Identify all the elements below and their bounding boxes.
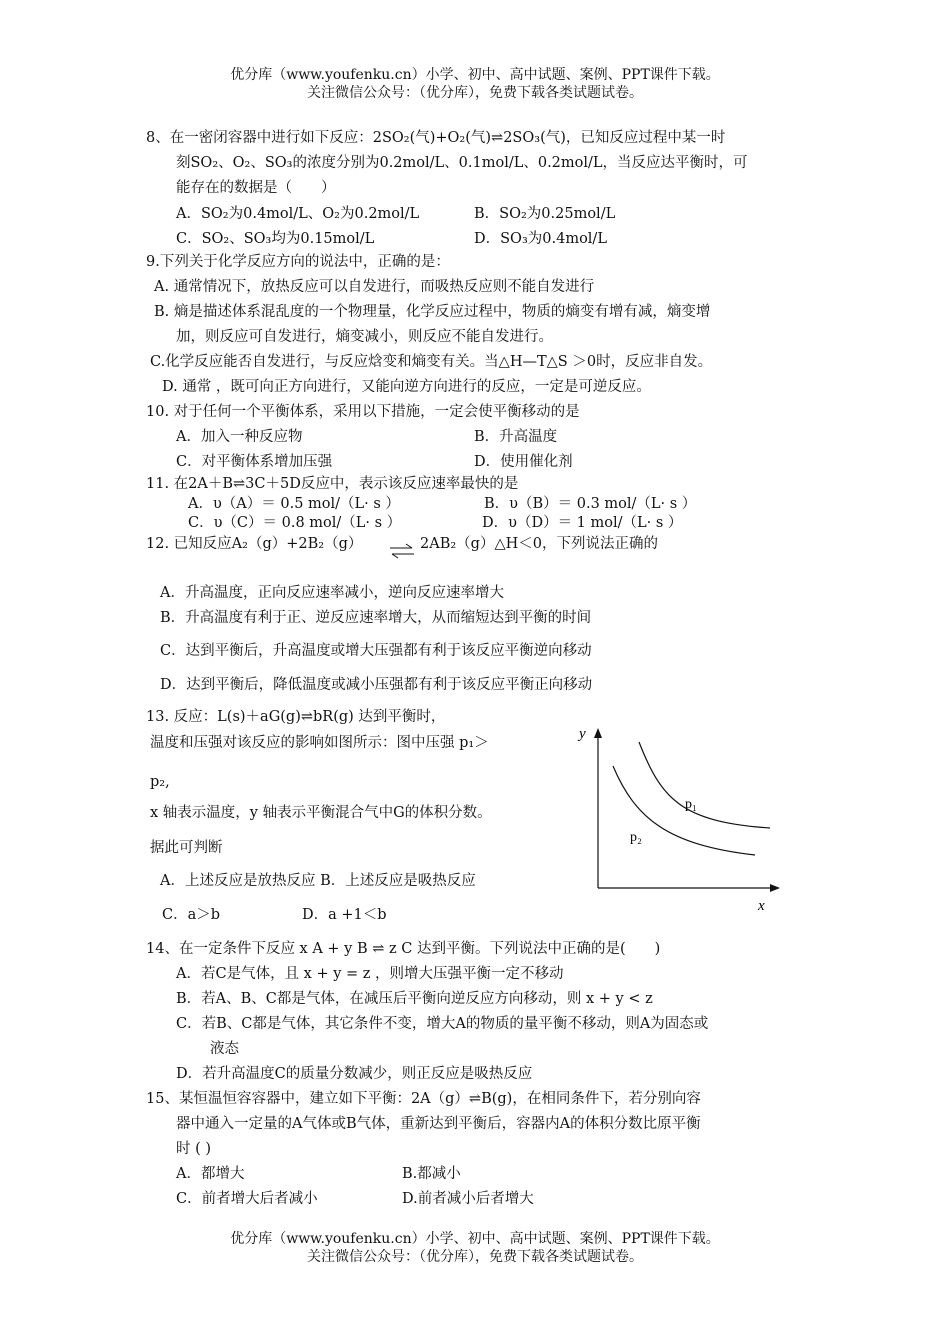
q15-stem-line1: 15、某恒温恒容容器中，建立如下平衡：2A（g）⇌B(g)，在相同条件下，若分别向容 <box>146 1091 701 1107</box>
q13-stem-line1: 13. 反应：L(s)＋aG(g)⇌bR(g) 达到平衡时， <box>146 709 446 725</box>
q14-option-c-line1: C．若B、C都是气体，其它条件不变，增大A的物质的量平衡不移动，则A为固态或 <box>176 1016 709 1032</box>
page-header-line2: 关注微信公众号：（优分库），免费下载各类试题试卷。 <box>307 85 643 101</box>
q9-option-a: A. 通常情况下，放热反应可以自发进行，而吸热反应则不能自发进行 <box>154 279 595 295</box>
q13-stem-line2: 温度和压强对该反应的影响如图所示：图中压强 p₁＞ <box>150 735 489 751</box>
q15-option-b: B.都减小 <box>402 1166 461 1182</box>
q14-option-b: B．若A、B、C都是气体，在减压后平衡向逆反应方向移动，则 x + y < z <box>176 991 653 1007</box>
chart-y-axis-arrow <box>594 728 602 738</box>
q14-stem: 14、在一定条件下反应 x A + y B ⇌ z C 达到平衡。下列说法中正确的是( ) <box>146 941 661 957</box>
q14-option-a: A．若C是气体，且 x + y = z ，则增大压强平衡一定不移动 <box>176 966 564 982</box>
q12-stem-left: 12. 已知反应A₂（g）+2B₂（g） <box>146 536 363 552</box>
q13-pressure-temperature-chart <box>575 720 785 920</box>
chart-x-axis-label: x <box>758 898 765 914</box>
q13-stem-line3: p₂, <box>150 774 170 790</box>
chart-series-p1-line <box>639 742 770 828</box>
q12-option-b: B．升高温度有利于正、逆反应速率增大，从而缩短达到平衡的时间 <box>160 610 592 626</box>
equilibrium-arrows-icon <box>388 543 416 559</box>
q13-stem-line5: 据此可判断 <box>150 840 223 856</box>
q15-stem-line3: 时 ( ) <box>176 1141 212 1157</box>
q9-stem: 9.下列关于化学反应方向的说法中，正确的是： <box>146 254 450 270</box>
q15-option-d: D.前者减小后者增大 <box>402 1191 534 1207</box>
q14-option-c-line2: 液态 <box>210 1041 239 1057</box>
q11-option-b: B．υ（B）＝ 0.3 mol/（L· s ） <box>484 496 697 512</box>
q13-option-c: C．a＞b <box>162 907 221 923</box>
q9-option-d: D. 通常 ，既可向正方向进行，又能向逆方向进行的反应，一定是可逆反应。 <box>162 379 651 395</box>
q8-option-d: D．SO₃为0.4mol/L <box>474 231 607 247</box>
page-footer-line2: 关注微信公众号：（优分库），免费下载各类试题试卷。 <box>307 1249 643 1265</box>
q11-option-c: C．υ（C）＝ 0.8 mol/（L· s ） <box>188 515 402 531</box>
q10-option-a: A．加入一种反应物 <box>176 429 303 445</box>
q8-option-b: B．SO₂为0.25mol/L <box>474 206 616 222</box>
q15-option-a: A．都增大 <box>176 1166 245 1182</box>
q11-option-a: A．υ（A）＝ 0.5 mol/（L· s ） <box>188 496 400 512</box>
chart-x-axis-arrow <box>770 884 780 892</box>
q10-option-b: B．升高温度 <box>474 429 558 445</box>
q8-option-c: C．SO₂、SO₃均为0.15mol/L <box>176 231 375 247</box>
chart-series-p1-label: p₁ <box>685 797 697 812</box>
q11-stem: 11. 在2A＋B⇌3C＋5D反应中，表示该反应速率最快的是 <box>146 476 519 492</box>
q8-option-a: A．SO₂为0.4mol/L、O₂为0.2mol/L <box>176 206 420 222</box>
q13-options-ab: A．上述反应是放热反应 B．上述反应是吸热反应 <box>160 873 476 889</box>
q8-stem-line3: 能存在的数据是（ ） <box>176 180 336 196</box>
q10-option-c: C．对平衡体系增加压强 <box>176 454 333 470</box>
page-footer-line1: 优分库（www.youfenku.cn）小学、初中、高中试题、案例、PPT课件下载。 <box>230 1231 720 1247</box>
q12-option-a: A．升高温度，正向反应速率减小，逆向反应速率增大 <box>160 585 504 601</box>
chart-series-p2-label: p₂ <box>630 830 642 845</box>
chart-y-axis-label: y <box>579 726 586 742</box>
q8-stem-line2: 刻SO₂、O₂、SO₃的浓度分别为0.2mol/L、0.1mol/L、0.2mol/L，当反应达平衡时，可 <box>176 155 748 171</box>
q12-option-c: C．达到平衡后，升高温度或增大压强都有利于该反应平衡逆向移动 <box>160 643 592 659</box>
q8-stem-line1: 8、在一密闭容器中进行如下反应：2SO₂(气)+O₂(气)⇌2SO₃(气)，已知反应过程中某一时 <box>146 130 726 146</box>
q13-option-d: D．a +1＜b <box>302 907 387 923</box>
q9-option-b-line2: 加，则反应可自发进行，熵变减小，则反应不能自发进行。 <box>176 329 553 345</box>
q13-stem-line4: x 轴表示温度，y 轴表示平衡混合气中G的体积分数。 <box>150 805 492 821</box>
q11-option-d: D．υ（D）＝ 1 mol/（L· s ） <box>482 515 683 531</box>
q10-option-d: D．使用催化剂 <box>474 454 573 470</box>
q10-stem: 10. 对于任何一个平衡体系，采用以下措施，一定会使平衡移动的是 <box>146 404 580 420</box>
q12-option-d: D．达到平衡后，降低温度或减小压强都有利于该反应平衡正向移动 <box>160 677 593 693</box>
q12-stem-right: 2AB₂（g）△H＜0，下列说法正确的 <box>420 536 658 552</box>
page-header-line1: 优分库（www.youfenku.cn）小学、初中、高中试题、案例、PPT课件下载。 <box>230 67 720 83</box>
q15-stem-line2: 器中通入一定量的A气体或B气体，重新达到平衡后，容器内A的体积分数比原平衡 <box>176 1116 701 1132</box>
q9-option-c: C.化学反应能否自发进行，与反应焓变和熵变有关。当△H—T△S ＞0时，反应非自发。 <box>150 354 713 370</box>
q15-option-c: C．前者增大后者减小 <box>176 1191 318 1207</box>
q9-option-b-line1: B. 熵是描述体系混乱度的一个物理量，化学反应过程中，物质的熵变有增有减，熵变增 <box>154 304 711 320</box>
q14-option-d: D．若升高温度C的质量分数减少，则正反应是吸热反应 <box>176 1066 533 1082</box>
